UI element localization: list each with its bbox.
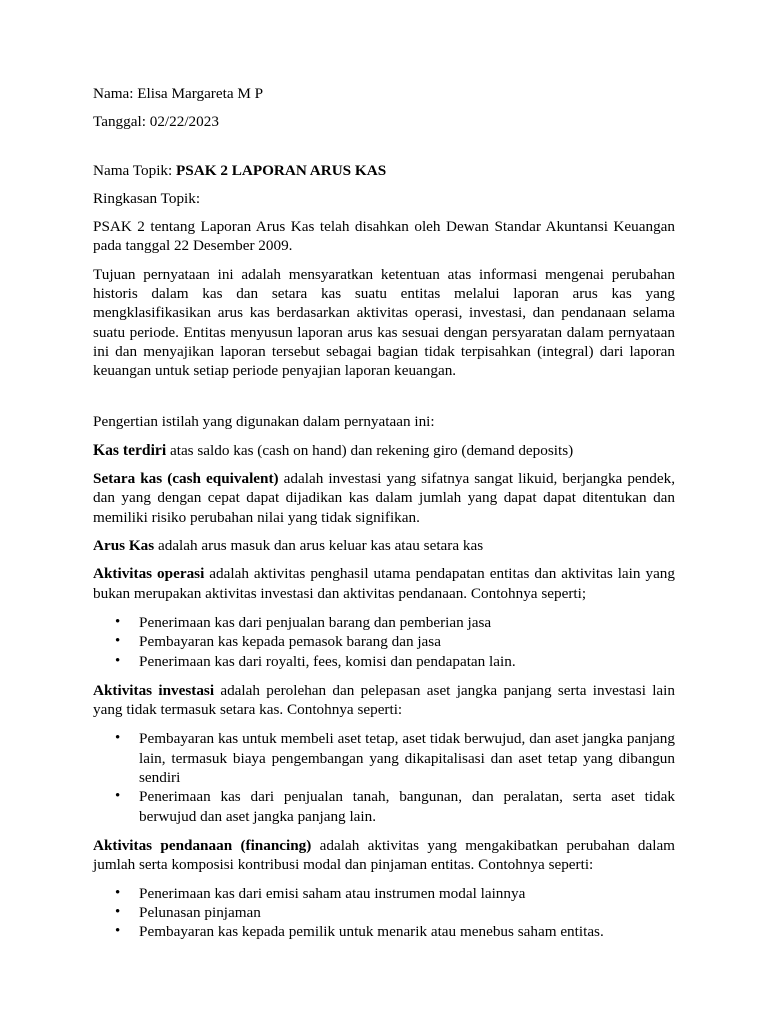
definition-aktivitas-operasi-text: adalah aktivitas penghasil utama pendapatan entitas dan aktivitas lain yang bukan merupakan aktivitas investasi dan aktivitas pendanaan. Contohnya seperti; [93, 565, 675, 602]
term-aktivitas-operasi: Aktivitas operasi [93, 565, 205, 583]
list-item: • Pembayaran kas kepada pemasok barang dan jasa [93, 632, 675, 651]
date-value: 02/22/2023 [149, 113, 219, 131]
definition-aktivitas-pendanaan-text: adalah aktivitas yang mengakibatkan perubahan dalam jumlah serta komposisi kontribusi modal dan pinjaman entitas. Contohnya seperti: [93, 836, 676, 874]
definition-arus-kas-text: adalah arus masuk dan arus keluar kas atau setara kas [154, 537, 484, 555]
date-label: Tanggal: [93, 113, 146, 131]
definition-setara-kas [93, 469, 675, 527]
pendanaan-examples-list [93, 884, 675, 942]
topic-label: Nama Topik: [93, 161, 173, 179]
date-line [93, 112, 675, 131]
summary-paragraph-1: PSAK 2 tentang Laporan Arus Kas telah disahkan oleh Dewan Standar Akuntansi Keuangan pada tanggal 22 Desember 2009. [93, 218, 675, 255]
author-label: Nama: [93, 85, 134, 102]
summary-label: Ringkasan Topik: [93, 189, 201, 207]
definition-arus-kas [93, 536, 675, 555]
operasi-examples-list [93, 613, 675, 671]
topic-line [93, 161, 675, 180]
list-item: • Pelunasan pinjaman [93, 903, 675, 922]
term-aktivitas-pendanaan: Aktivitas pendanaan (financing) [93, 836, 312, 854]
list-item: • Penerimaan kas dari royalti, fees, komisi dan pendapatan lain. [93, 652, 675, 671]
definition-setara-kas-text: adalah investasi yang sifatnya sangat likuid, berjangka pendek, dan yang dengan cepat dapat dijadikan kas dalam jumlah yang dapat dapat ditentukan dan memiliki risiko perubahan nilai yang tidak signifikan. [93, 470, 675, 526]
author-name: Elisa Margareta M P [137, 85, 264, 102]
definition-aktivitas-investasi [93, 681, 675, 720]
investasi-examples-list [93, 729, 675, 825]
definition-aktivitas-operasi [93, 564, 675, 603]
term-kas: Kas terdiri [93, 441, 167, 459]
definition-aktivitas-pendanaan [93, 836, 675, 875]
list-item: • Pembayaran kas kepada pemilik untuk menarik atau menebus saham entitas. [93, 922, 675, 941]
list-item: • Penerimaan kas dari penjualan tanah, bangunan, dan peralatan, serta aset tidak berwujud dan aset jangka panjang lain. [93, 787, 675, 826]
term-aktivitas-investasi: Aktivitas investasi [93, 681, 215, 699]
terms-intro: Pengertian istilah yang digunakan dalam pernyataan ini: [93, 412, 435, 430]
term-arus-kas: Arus Kas [93, 537, 155, 555]
definition-kas-text: atas saldo kas (cash on hand) dan rekening giro (demand deposits) [166, 441, 574, 459]
definition-kas [93, 441, 675, 460]
summary-paragraph-2: Tujuan pernyataan ini adalah mensyaratkan ketentuan atas informasi mengenai perubahan historis dalam kas dan setara kas suatu entitas melalui laporan arus kas yang mengklasifikasikan arus kas berdasarkan aktivitas operasi, investasi, dan pendanaan selama suatu periode. Entitas menyusun laporan arus kas sesuai dengan persyaratan dalam pernyataan ini dan menyajikan laporan tersebut sebagai bagian tidak terpisahkan (integral) dari laporan keuangan untuk setiap periode penyajian laporan keuangan. [93, 265, 675, 380]
definition-aktivitas-investasi-text: adalah perolehan dan pelepasan aset jangka panjang serta investasi lain yang tidak termasuk setara kas. Contohnya seperti: [93, 681, 675, 719]
list-item: • Penerimaan kas dari penjualan barang dan pemberian jasa [93, 613, 675, 632]
author-line [93, 84, 675, 103]
topic-title: PSAK 2 LAPORAN ARUS KAS [176, 161, 387, 179]
term-setara-kas: Setara kas (cash equivalent) [93, 470, 279, 488]
list-item: • Pembayaran kas untuk membeli aset tetap, aset tidak berwujud, dan aset jangka panjang lain, termasuk biaya pengembangan yang dikapitalisasi dan aset tetap yang dibangun sendiri [93, 729, 675, 787]
list-item: • Penerimaan kas dari emisi saham atau instrumen modal lainnya [93, 884, 675, 903]
